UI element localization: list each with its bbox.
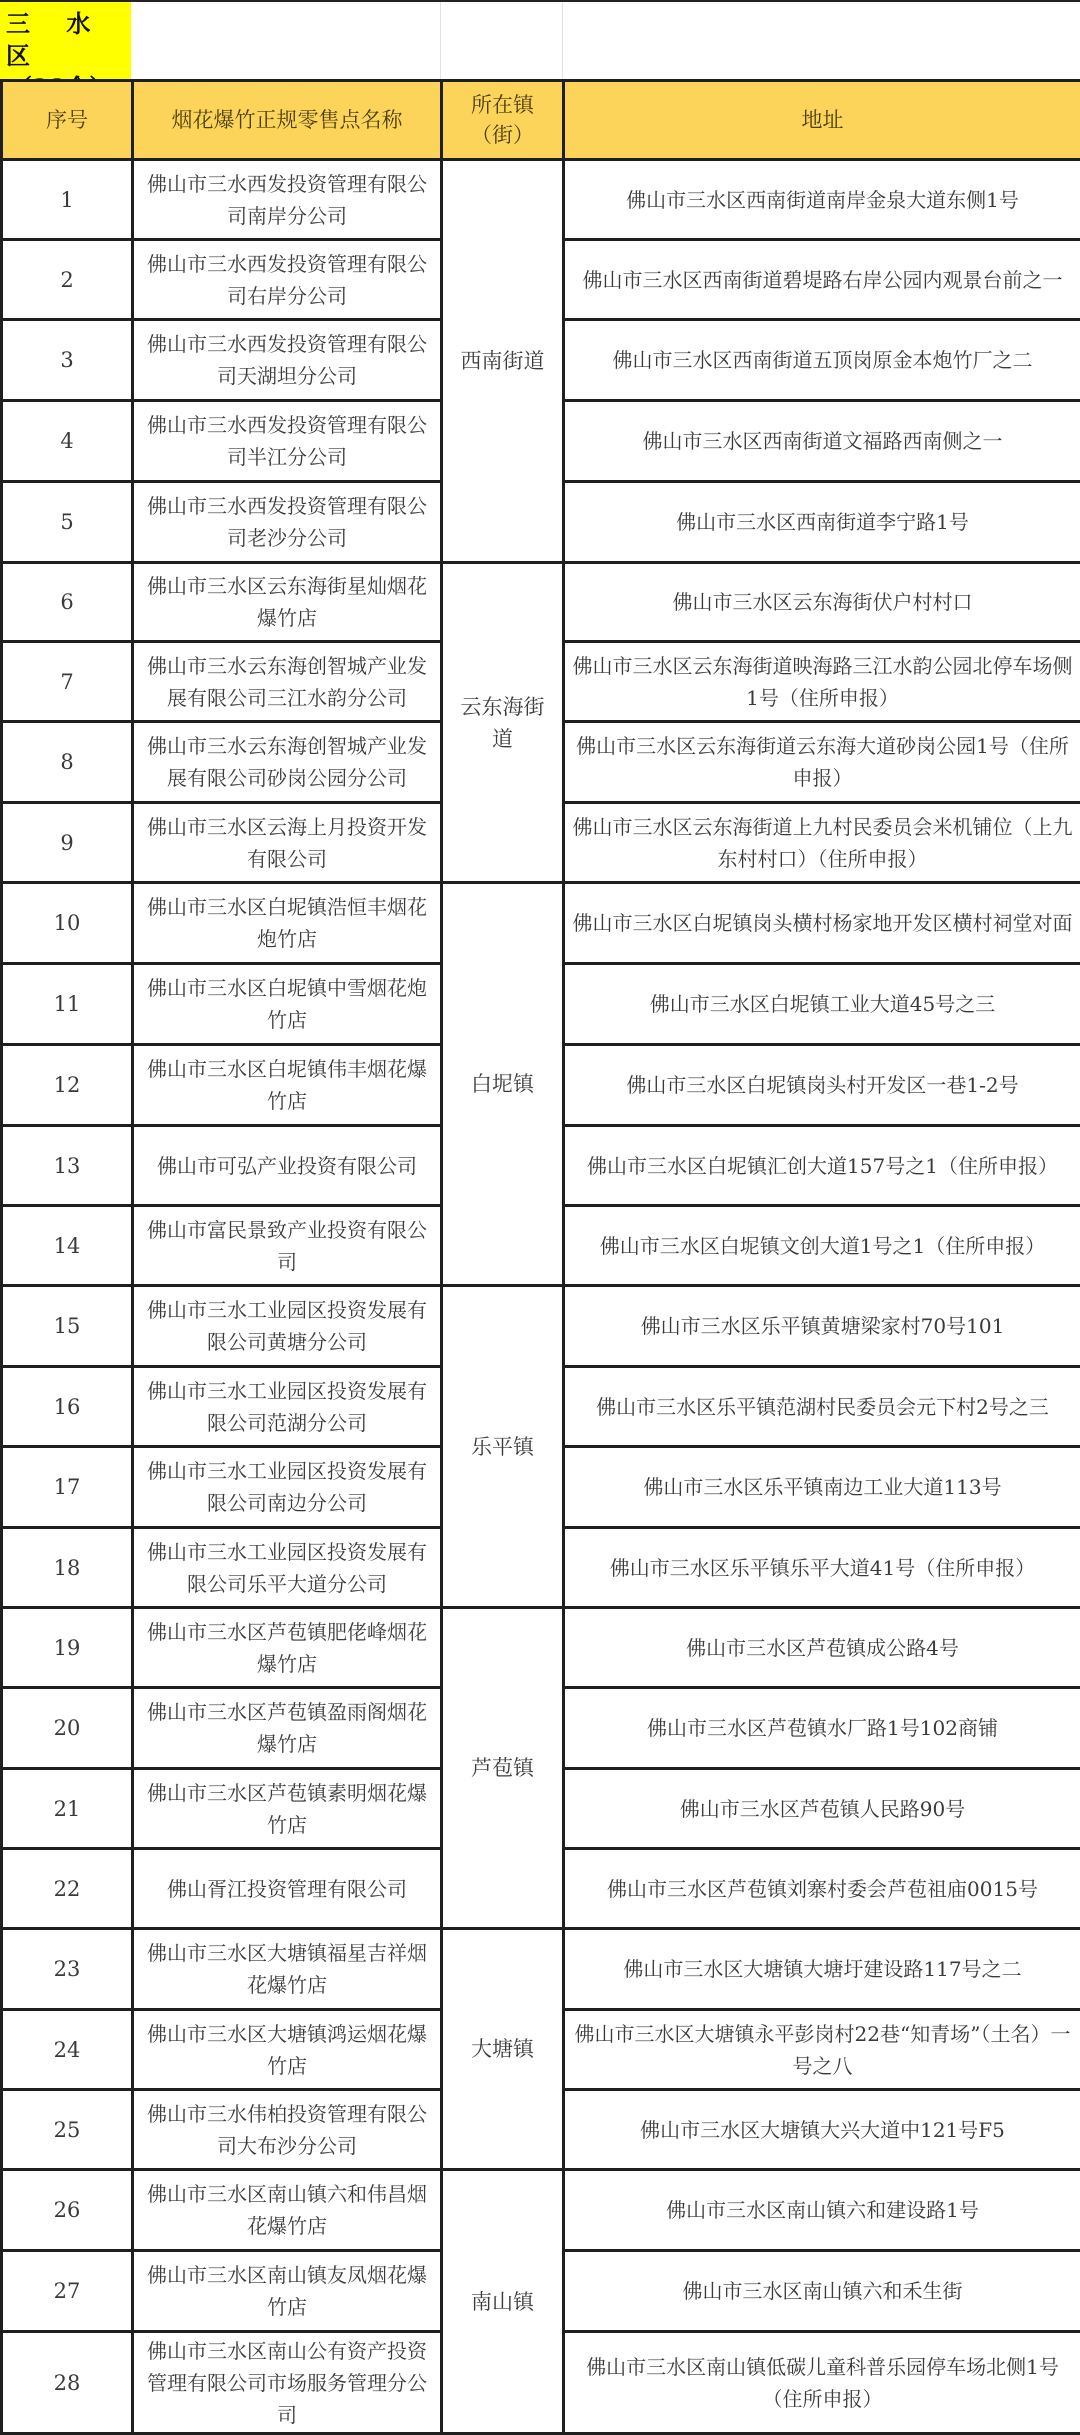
town-cell: 白坭镇 <box>442 883 564 1286</box>
sheet-top-area <box>0 0 1080 80</box>
retail-point-name: 佛山市三水西发投资管理有限公司半江分公司 <box>133 401 442 482</box>
retail-point-name: 佛山市三水工业园区投资发展有限公司南边分公司 <box>133 1447 442 1528</box>
table-row <box>2 1929 1080 2010</box>
row-number: 4 <box>2 401 133 482</box>
retail-point-address: 佛山市三水区芦苞镇水厂路1号102商铺 <box>564 1688 1080 1769</box>
row-number: 26 <box>2 2170 133 2251</box>
table-row <box>2 883 1080 964</box>
row-number: 21 <box>2 1769 133 1849</box>
retail-point-address: 佛山市三水区白坭镇汇创大道157号之1（住所申报） <box>564 1126 1080 1206</box>
table-row <box>2 160 1080 240</box>
retail-point-name: 佛山市三水伟柏投资管理有限公司大布沙分公司 <box>133 2090 442 2170</box>
retail-point-name: 佛山市三水区芦苞镇肥佬峰烟花爆竹店 <box>133 1608 442 1688</box>
row-number: 14 <box>2 1206 133 1286</box>
retail-point-address: 佛山市三水区乐平镇乐平大道41号（住所申报） <box>564 1528 1080 1608</box>
column-header-name: 烟花爆竹正规零售点名称 <box>133 81 442 160</box>
retail-point-address: 佛山市三水区云东海街道上九村民委员会米机铺位（上九东村村口）（住所申报） <box>564 803 1080 883</box>
retail-point-address: 佛山市三水区白坭镇岗头横村杨家地开发区横村祠堂对面 <box>564 883 1080 964</box>
retail-point-address: 佛山市三水区白坭镇文创大道1号之1（住所申报） <box>564 1206 1080 1286</box>
retail-point-name: 佛山市三水区白坭镇中雪烟花炮竹店 <box>133 964 442 1045</box>
retail-point-address: 佛山市三水区乐平镇黄塘梁家村70号101 <box>564 1286 1080 1367</box>
retail-point-address: 佛山市三水区白坭镇岗头村开发区一巷1-2号 <box>564 1045 1080 1126</box>
retail-point-address: 佛山市三水区云东海街道映海路三江水韵公园北停车场侧1号（住所申报） <box>564 642 1080 722</box>
row-number: 18 <box>2 1528 133 1608</box>
retail-point-name: 佛山市三水区云海上月投资开发有限公司 <box>133 803 442 883</box>
district-name: 三 水 区 <box>6 8 131 72</box>
retail-point-address: 佛山市三水区南山镇六和建设路1号 <box>564 2170 1080 2251</box>
row-number: 12 <box>2 1045 133 1126</box>
row-number: 6 <box>2 563 133 642</box>
row-number: 3 <box>2 320 133 401</box>
row-number: 9 <box>2 803 133 883</box>
retail-point-name: 佛山市三水西发投资管理有限公司右岸分公司 <box>133 240 442 320</box>
town-cell: 南山镇 <box>442 2170 564 2434</box>
table-body <box>2 160 1080 2434</box>
retail-point-name: 佛山市三水西发投资管理有限公司南岸分公司 <box>133 160 442 240</box>
retail-point-address: 佛山市三水区西南街道文福路西南侧之一 <box>564 401 1080 482</box>
row-number: 23 <box>2 1929 133 2010</box>
row-number: 5 <box>2 482 133 563</box>
row-number: 8 <box>2 722 133 803</box>
retail-point-name: 佛山市三水区大塘镇鸿运烟花爆竹店 <box>133 2010 442 2090</box>
retail-point-name: 佛山市三水区南山公有资产投资管理有限公司市场服务管理分公司 <box>133 2332 442 2434</box>
row-number: 7 <box>2 642 133 722</box>
row-number: 10 <box>2 883 133 964</box>
table-row <box>2 563 1080 642</box>
row-number: 24 <box>2 2010 133 2090</box>
retail-point-name: 佛山市三水西发投资管理有限公司天湖坦分公司 <box>133 320 442 401</box>
row-number: 27 <box>2 2251 133 2332</box>
row-number: 1 <box>2 160 133 240</box>
retail-point-address: 佛山市三水区西南街道碧堤路右岸公园内观景台前之一 <box>564 240 1080 320</box>
row-number: 15 <box>2 1286 133 1367</box>
column-header-no: 序号 <box>2 81 133 160</box>
town-cell: 乐平镇 <box>442 1286 564 1608</box>
retail-point-name: 佛山市三水工业园区投资发展有限公司黄塘分公司 <box>133 1286 442 1367</box>
retail-point-name: 佛山市三水区芦苞镇盈雨阁烟花爆竹店 <box>133 1688 442 1769</box>
retail-point-name: 佛山市三水区南山镇友凤烟花爆竹店 <box>133 2251 442 2332</box>
retail-point-name: 佛山市富民景致产业投资有限公司 <box>133 1206 442 1286</box>
district-label <box>0 2 131 82</box>
town-cell: 大塘镇 <box>442 1929 564 2170</box>
retail-point-address: 佛山市三水区白坭镇工业大道45号之三 <box>564 964 1080 1045</box>
town-cell: 云东海街道 <box>442 563 564 883</box>
row-number: 25 <box>2 2090 133 2170</box>
retail-point-name: 佛山市三水工业园区投资发展有限公司范湖分公司 <box>133 1367 442 1447</box>
retail-point-address: 佛山市三水区南山镇低碳儿童科普乐园停车场北侧1号（住所申报） <box>564 2332 1080 2434</box>
town-cell: 芦苞镇 <box>442 1608 564 1929</box>
retail-point-address: 佛山市三水区大塘镇永平彭岗村22巷“知青场”（土名）一号之八 <box>564 2010 1080 2090</box>
retail-point-address: 佛山市三水区芦苞镇刘寨村委会芦苞祖庙0015号 <box>564 1849 1080 1929</box>
retail-point-name: 佛山胥江投资管理有限公司 <box>133 1849 442 1929</box>
town-cell: 西南街道 <box>442 160 564 563</box>
table-row <box>2 1286 1080 1367</box>
retail-point-address: 佛山市三水区西南街道南岸金泉大道东侧1号 <box>564 160 1080 240</box>
retail-point-address: 佛山市三水区南山镇六和禾生街 <box>564 2251 1080 2332</box>
retail-point-name: 佛山市三水云东海创智城产业发展有限公司三江水韵分公司 <box>133 642 442 722</box>
retail-point-address: 佛山市三水区云东海街伏户村村口 <box>564 563 1080 642</box>
retail-point-name: 佛山市三水西发投资管理有限公司老沙分公司 <box>133 482 442 563</box>
row-number: 28 <box>2 2332 133 2434</box>
retail-point-name: 佛山市三水区白坭镇伟丰烟花爆竹店 <box>133 1045 442 1126</box>
gridline <box>562 2 563 82</box>
table-row <box>2 2170 1080 2251</box>
row-number: 16 <box>2 1367 133 1447</box>
retail-point-name: 佛山市三水区大塘镇福星吉祥烟花爆竹店 <box>133 1929 442 2010</box>
row-number: 19 <box>2 1608 133 1688</box>
retail-point-address: 佛山市三水区云东海街道云东海大道砂岗公园1号（住所申报） <box>564 722 1080 803</box>
retail-point-address: 佛山市三水区芦苞镇成公路4号 <box>564 1608 1080 1688</box>
row-number: 11 <box>2 964 133 1045</box>
retail-point-address: 佛山市三水区芦苞镇人民路90号 <box>564 1769 1080 1849</box>
row-number: 17 <box>2 1447 133 1528</box>
retail-point-name: 佛山市三水工业园区投资发展有限公司乐平大道分公司 <box>133 1528 442 1608</box>
row-number: 22 <box>2 1849 133 1929</box>
row-number: 2 <box>2 240 133 320</box>
column-header-address: 地址 <box>564 81 1080 160</box>
retail-point-name: 佛山市三水区南山镇六和伟昌烟花爆竹店 <box>133 2170 442 2251</box>
row-number: 13 <box>2 1126 133 1206</box>
table-row <box>2 1608 1080 1688</box>
retail-points-table <box>0 79 1080 2435</box>
retail-point-address: 佛山市三水区西南街道五顶岗原金本炮竹厂之二 <box>564 320 1080 401</box>
retail-point-address: 佛山市三水区西南街道李宁路1号 <box>564 482 1080 563</box>
retail-point-name: 佛山市三水区云东海街星灿烟花爆竹店 <box>133 563 442 642</box>
column-header-town: 所在镇（街） <box>442 81 564 160</box>
retail-point-address: 佛山市三水区乐平镇南边工业大道113号 <box>564 1447 1080 1528</box>
retail-point-address: 佛山市三水区大塘镇大塘圩建设路117号之二 <box>564 1929 1080 2010</box>
retail-point-name: 佛山市可弘产业投资有限公司 <box>133 1126 442 1206</box>
gridline <box>440 2 441 82</box>
row-number: 20 <box>2 1688 133 1769</box>
retail-point-address: 佛山市三水区大塘镇大兴大道中121号F5 <box>564 2090 1080 2170</box>
retail-point-name: 佛山市三水区芦苞镇素明烟花爆竹店 <box>133 1769 442 1849</box>
retail-point-name: 佛山市三水云东海创智城产业发展有限公司砂岗公园分公司 <box>133 722 442 803</box>
table-header-row <box>2 81 1080 160</box>
retail-point-address: 佛山市三水区乐平镇范湖村民委员会元下村2号之三 <box>564 1367 1080 1447</box>
retail-point-name: 佛山市三水区白坭镇浩恒丰烟花炮竹店 <box>133 883 442 964</box>
